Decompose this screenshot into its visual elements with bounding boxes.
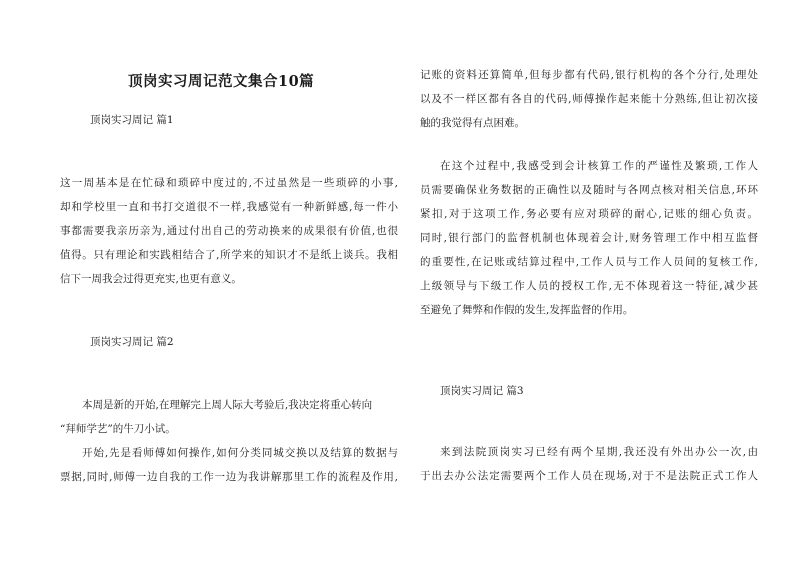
continued-line: 以及不一样区都有各自的代码,师傅操作起来能十分熟练,但让初次接 [420,93,758,105]
entry1-line: 事都需要我亲历亲为,通过付出自己的劳动换来的成果很有价值,也很 [60,225,398,237]
entry1-line: 这一周基本是在忙碌和琐碎中度过的,不过虽然是一些琐碎的小事, [60,177,398,189]
entry1-heading: 顶岗实习周记 篇1 [90,114,174,126]
entry3-paragraph [420,440,758,488]
entry1-line: 却和学校里一直和书打交道很不一样,我感觉有一种新鲜感,每一件小 [60,201,398,213]
accounting-line: 同时,银行部门的监督机制也体现着会计,财务管理工作中相互监督 [420,232,758,244]
entry2-line: 票据,同时,师傅一边自我的工作一边为我讲解那里工作的流程及作用, [60,471,398,483]
entry2-line: 本周是新的开始,在理解完上周人际大考验后,我决定将重心转向 [82,399,373,411]
entry3-line: 于出去办公法定需要两个工作人员在现场,对于不是法院正式工作人 [420,470,758,482]
accounting-line: 的重要性,在记账或结算过程中,工作人员与工作人员间的复核工作, [420,256,758,268]
accounting-line: 员需要确保业务数据的正确性以及随时与各网点核对相关信息,环环 [420,184,758,196]
entry3-line: 来到法院顶岗实习已经有两个星期,我还没有外出办公一次,由 [440,446,758,458]
accounting-line: 上级领导与下级工作人员的授权工作,无不体现着这一特征,减少甚 [420,280,758,292]
entry2-heading: 顶岗实习周记 篇2 [90,336,174,348]
accounting-line: 在这个过程中,我感受到会计核算工作的严谨性及繁琐,工作人 [440,160,758,172]
entry2-line: 开始,先是看师傅如何操作,如何分类同城交换以及结算的数据与 [82,447,398,459]
entry1-line: 信下一周我会过得更充实,也更有意义。 [60,273,242,285]
accounting-paragraph [420,154,758,322]
accounting-line: 紧扣,对于这项工作,务必要有应对琐碎的耐心,记账的细心负责。 [420,208,758,220]
accounting-line: 至避免了舞弊和作假的发生,发挥监督的作用。 [420,304,634,316]
entry2-paragraph [60,393,398,489]
document-title: 顶岗实习周记范文集合10篇 [128,73,315,90]
continued-line: 记账的资料还算简单,但每步都有代码,银行机构的各个分行,处理处 [420,69,758,81]
entry1-paragraph [60,171,398,291]
entry1-line: 值得。只有理论和实践相结合了,所学来的知识才不是纸上谈兵。我相 [60,249,398,261]
continued-paragraph [420,63,758,135]
continued-line: 触的我觉得有点困难。 [420,117,525,129]
entry3-heading: 顶岗实习周记 篇3 [440,385,524,397]
entry2-line: “拜师学艺”的牛刀小试。 [60,423,176,435]
